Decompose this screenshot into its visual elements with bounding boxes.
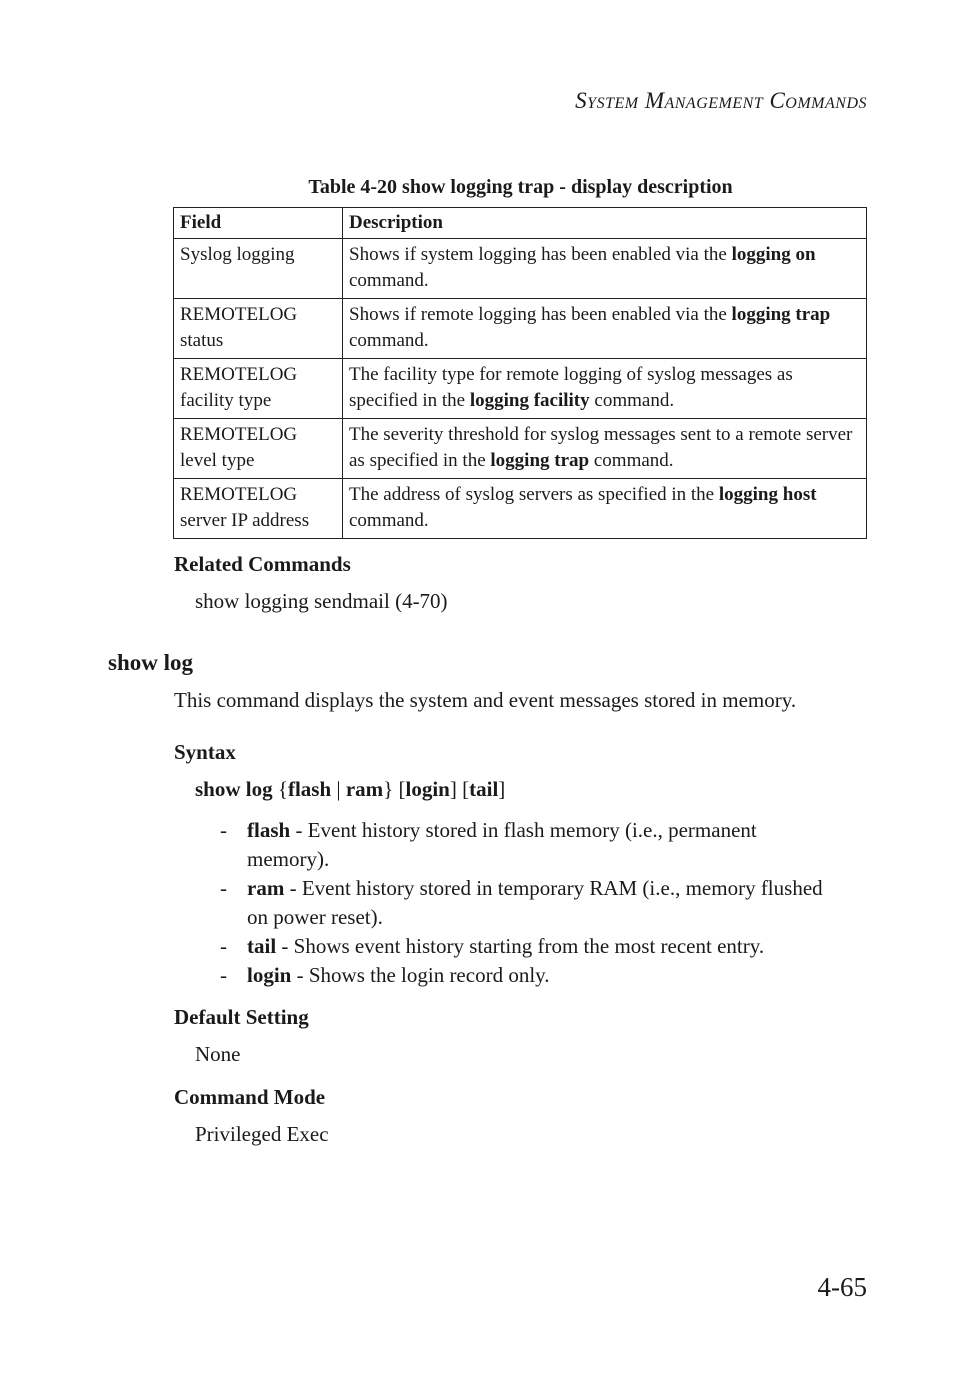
field-cell: REMOTELOG facility type [174,359,343,419]
list-item: - tail - Shows event history starting from the most recent entry. [220,934,765,958]
list-item: - login - Shows the login record only. [220,963,550,987]
description-cell: The address of syslog servers as specified in the logging host command. [343,479,867,539]
table-header-row [174,208,867,239]
table-row [174,419,867,479]
related-commands-heading: Related Commands [174,552,351,576]
table-caption: Table 4-20 show logging trap - display description [308,176,733,198]
field-cell: Syslog logging [174,239,343,299]
syntax-options-list [220,816,840,990]
table-row [174,359,867,419]
running-head: System Management Commands [575,88,867,113]
default-setting-text: None [195,1042,241,1066]
page-number: 4-65 [817,1272,867,1302]
field-cell: REMOTELOG status [174,299,343,359]
table-row [174,239,867,299]
description-cell: Shows if remote logging has been enabled via the logging trap command. [343,299,867,359]
syntax-heading: Syntax [174,740,236,764]
command-mode-text: Privileged Exec [195,1122,329,1146]
header-field: Field [174,208,343,239]
table-row [174,299,867,359]
header-description: Description [343,208,867,239]
field-cell: REMOTELOG level type [174,419,343,479]
section-title: show log [108,650,193,675]
list-item: - ram - Event history stored in temporary RAM (i.e., memory flushed on power reset). [220,876,823,929]
section-intro: This command displays the system and event messages stored in memory. [174,688,797,712]
related-commands-text: show logging sendmail (4-70) [195,589,448,613]
description-table [173,207,867,539]
description-cell: Shows if system logging has been enabled via the logging on command. [343,239,867,299]
description-cell: The facility type for remote logging of syslog messages as specified in the logging facility command. [343,359,867,419]
description-cell: The severity threshold for syslog messages sent to a remote server as specified in the logging trap command. [343,419,867,479]
list-item: - flash - Event history stored in flash memory (i.e., permanent memory). [220,818,757,871]
field-cell: REMOTELOG server IP address [174,479,343,539]
syntax-line: show log {flash | ram} [login] [tail] [195,777,506,801]
default-setting-heading: Default Setting [174,1005,309,1029]
command-mode-heading: Command Mode [174,1085,326,1109]
table-row [174,479,867,539]
